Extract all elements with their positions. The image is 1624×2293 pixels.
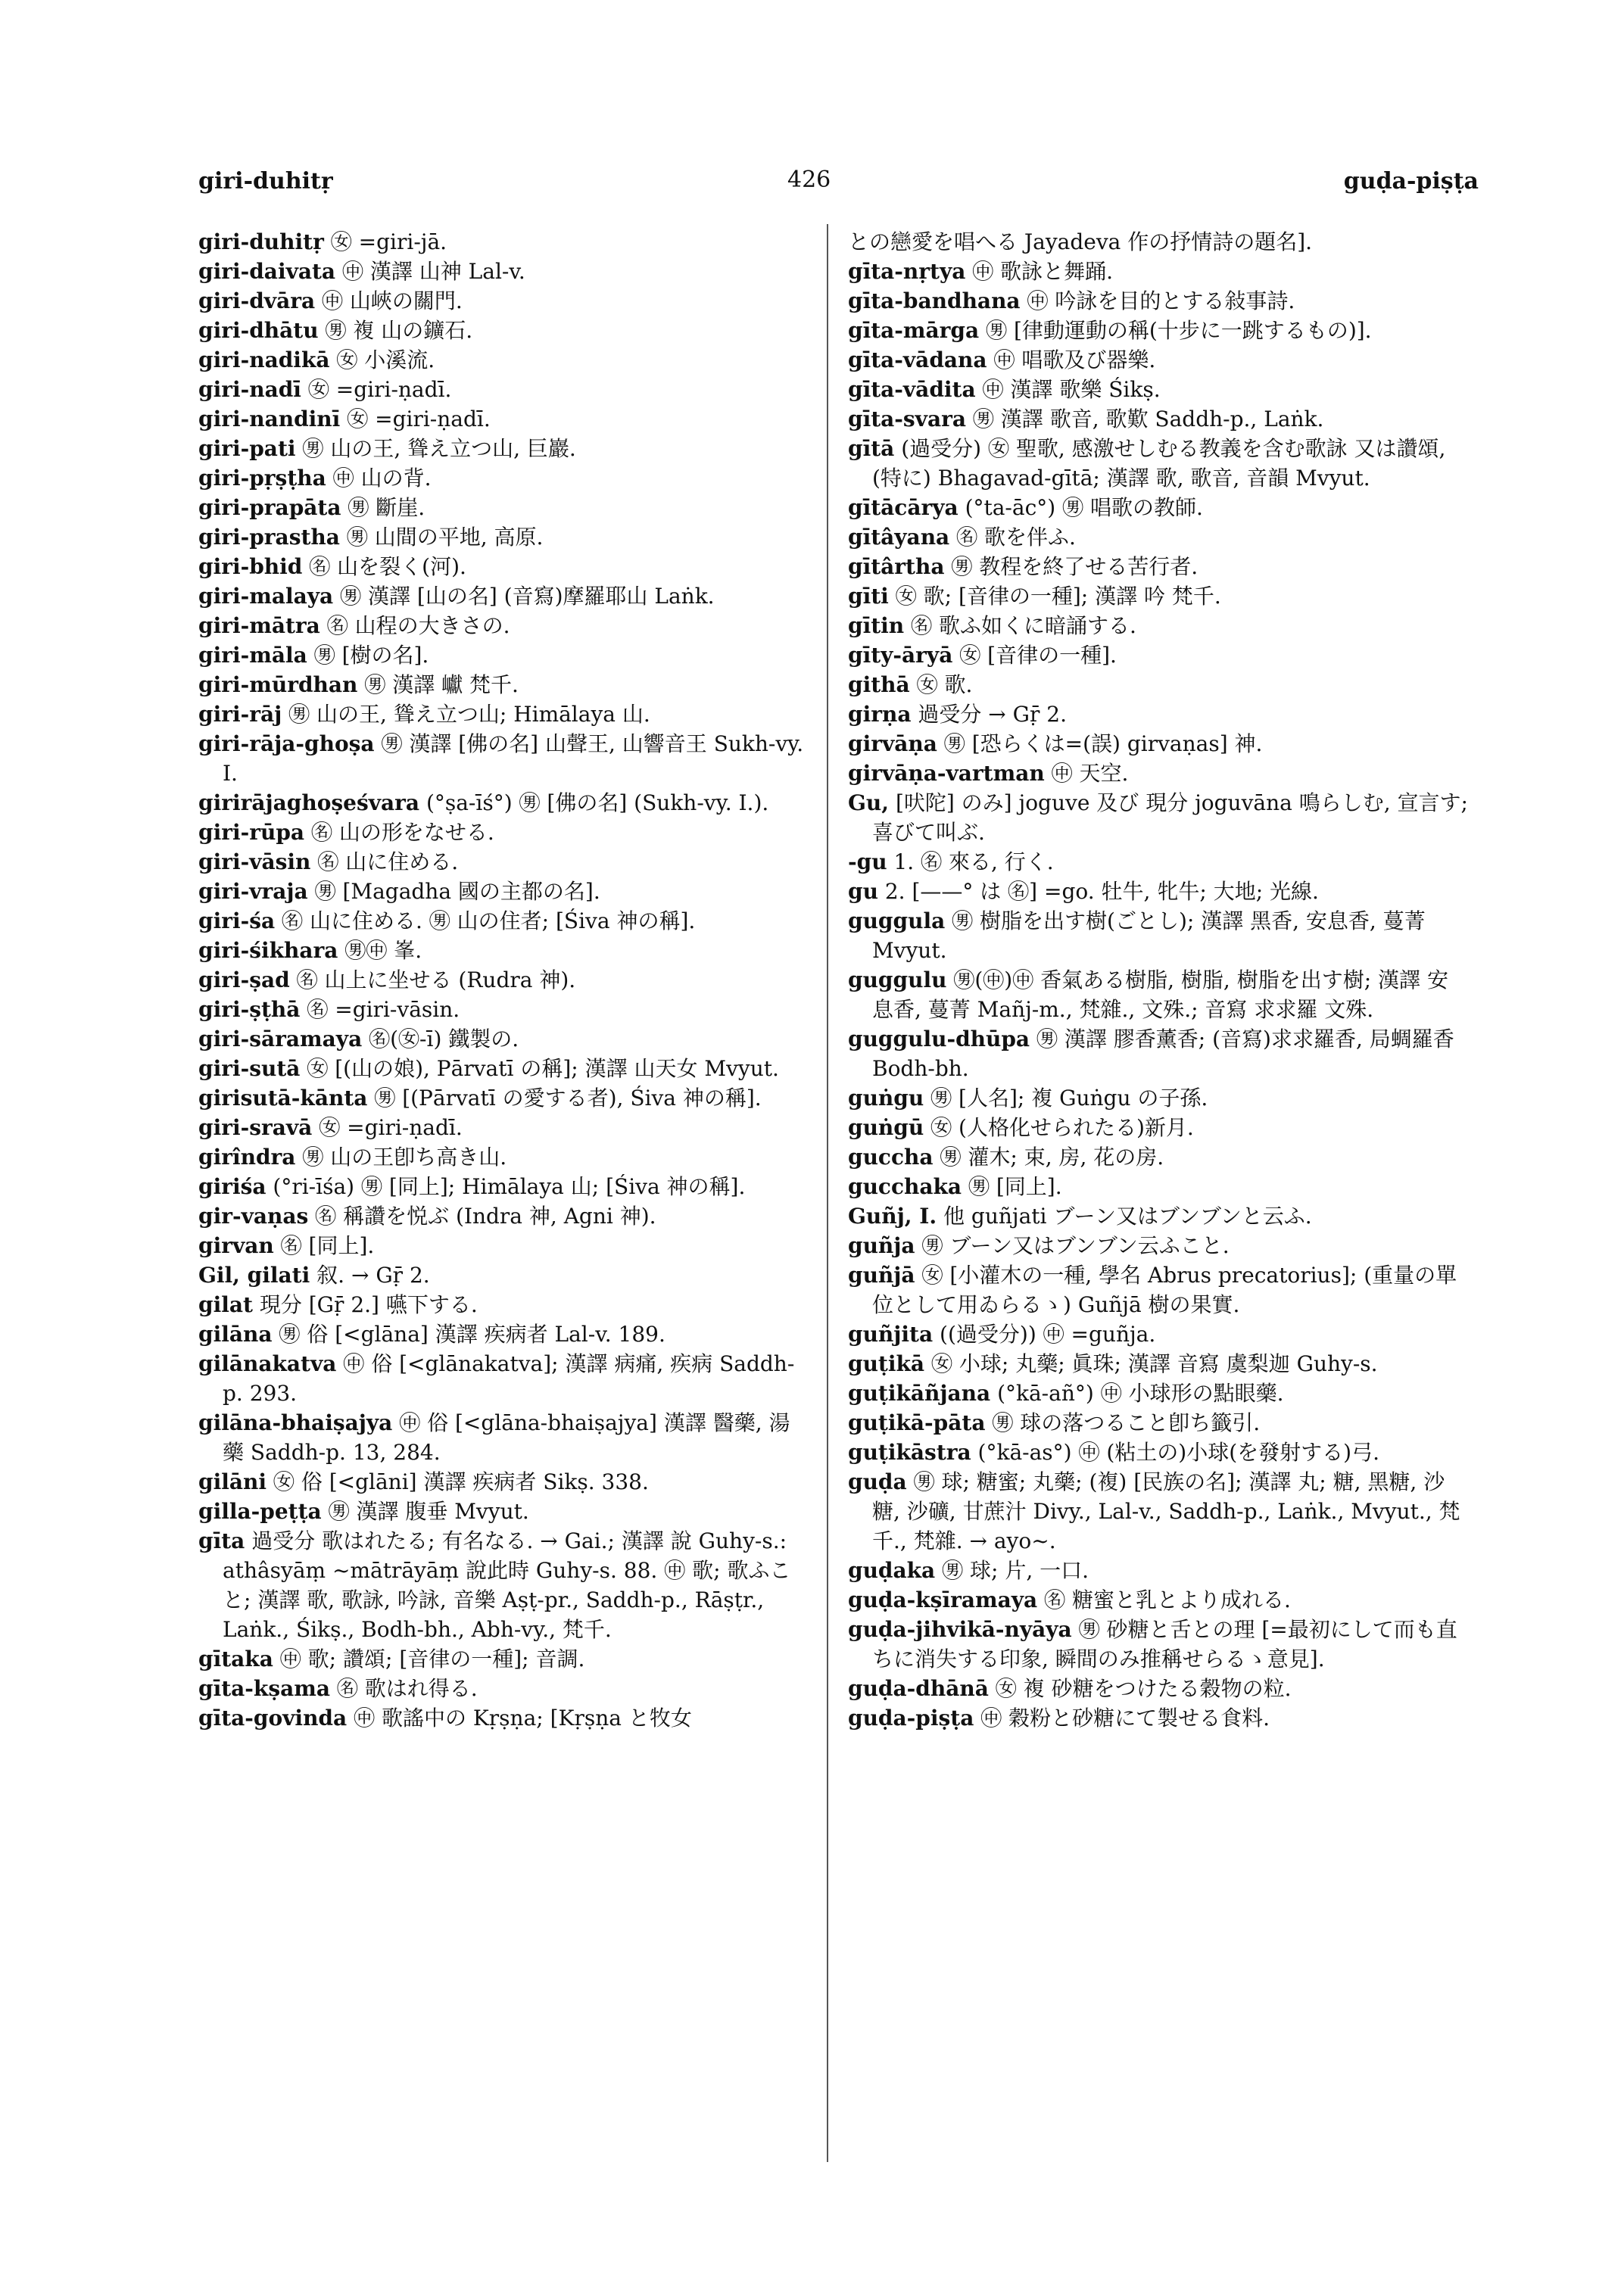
dictionary-entry (198, 1349, 804, 1408)
entry-headword: gilānakatva (198, 1351, 337, 1376)
dictionary-entry (848, 906, 1469, 965)
entry-definition: ㊚ 漢譯 膠香薰香; (音寫)求求羅香, 局蜩羅香 Bodh-bh. (872, 1027, 1454, 1081)
entry-headword: guḍa-piṣṭa (848, 1706, 974, 1731)
dictionary-entry (848, 699, 1469, 729)
entry-headword: giri-sutā (198, 1056, 301, 1081)
entry-headword: giri-rūpa (198, 820, 305, 845)
dictionary-entry (848, 1408, 1469, 1438)
dictionary-entry (198, 1497, 804, 1526)
entry-definition: 過受分 → Gṝ 2. (918, 702, 1068, 727)
entry-headword: gilāna (198, 1322, 273, 1347)
entry-definition: ㊛ 歌; [音律の一種]; 漢譯 吟 梵千. (895, 584, 1221, 609)
dictionary-entry (198, 1290, 804, 1319)
entry-definition: ㊥ 俗 [<glāna-bhaiṣajya] 漢譯 醫藥, 湯藥 Saddh-p. 13, 284. (223, 1410, 790, 1465)
entry-definition: ㊔ 歌を伴ふ. (956, 525, 1076, 550)
entry-headword: giri-prapāta (198, 495, 341, 520)
dictionary-entry (198, 1408, 804, 1467)
entry-headword: giri-bhid (198, 554, 303, 579)
dictionary-entry (198, 463, 804, 493)
entry-headword: giri-vraja (198, 879, 308, 904)
entry-headword: guṭikā-pāta (848, 1410, 986, 1435)
entry-definition: との戀愛を唱へる Jayadeva 作の抒情詩の題名]. (848, 229, 1313, 254)
entry-headword: guḍa-kṣīramaya (848, 1587, 1038, 1612)
entry-definition: ㊥ 歌詠と舞踊. (972, 259, 1114, 284)
entry-definition: ㊔ 歌はれ得る. (336, 1676, 478, 1701)
dictionary-entry (198, 316, 804, 345)
entry-definition: ㊚ 球; 糖蜜; 丸藥; (複) [民族の名]; 漢譯 丸; 糖, 黑糖, 沙糖, 沙礦, 甘蔗汁 Divy., Lal-v., Saddh-p., Laṅk., Mvyut., 梵千., 梵雜. → ayo~. (872, 1469, 1460, 1553)
dictionary-entry (198, 1083, 804, 1113)
entry-definition: ㊚ 山の王卽ち高き山. (302, 1145, 507, 1170)
entry-definition: ㊔ 山に住める. ㊚ 山の住者; [Śiva 神の稱]. (282, 908, 696, 933)
dictionary-entry (848, 257, 1469, 286)
entry-headword: gītācārya (848, 495, 959, 520)
entry-headword: giri-pṛṣṭha (198, 466, 326, 491)
entry-headword: giri-māla (198, 643, 307, 668)
entry-definition: (°ri-īśa) ㊚ [同上]; Himālaya 山; [Śiva 神の稱]. (273, 1174, 746, 1199)
entry-definition: ㊔ 山を裂く(河). (309, 554, 466, 579)
entry-definition: ㊚㊥ 峯. (344, 938, 422, 963)
entry-headword: gītârtha (848, 554, 945, 579)
entry-headword: guḍa-jihvikā-nyāya (848, 1617, 1072, 1642)
dictionary-entry (848, 1349, 1469, 1379)
dictionary-entry (198, 788, 804, 818)
dictionary-entry (198, 1201, 804, 1231)
entry-definition: ㊚ 球; 片, 一口. (942, 1558, 1089, 1583)
dictionary-entry (848, 286, 1469, 316)
entry-headword: gīta-kṣama (198, 1676, 330, 1701)
entry-definition: ㊛ =giri-jā. (330, 229, 447, 254)
dictionary-entry (848, 1467, 1469, 1556)
entry-headword: gītin (848, 613, 905, 638)
dictionary-entry (198, 611, 804, 640)
entry-headword: gilāni (198, 1469, 267, 1494)
entry-definition: 現分 [Gṝ 2.] 嚥下する. (259, 1292, 478, 1317)
entry-definition: ㊔ 山の形をなせる. (310, 820, 494, 845)
entry-headword: gīta-svara (848, 407, 966, 431)
entry-definition: ㊛ [小灌木の一種, 學名 Abrus precatorius]; (重量の單位として用ゐらるゝ) Guñjā 樹の果實. (872, 1263, 1457, 1317)
entry-headword: -gu (848, 849, 887, 874)
entry-definition: ㊚ [律動運動の稱(十步に一跳するもの)]. (986, 318, 1372, 343)
dictionary-entry (848, 847, 1469, 877)
entry-definition: 過受分 歌はれたる; 有名なる. → Gai.; 漢譯 說 Guhy-s.: athâsyāṃ ~mātrāyāṃ 說此時 Guhy-s. 88. ㊥ 歌; 歌ふこと; 漢譯 歌, 歌詠, 吟詠, 音樂 Aṣṭ-pr., Saddh-p., Rāṣṭr., Laṅk., Śikṣ., Bodh-bh., Abh-vy., 梵千. (223, 1528, 791, 1642)
entry-definition: 1. ㊔ 來る, 行く. (893, 849, 1054, 874)
dictionary-entry (848, 1319, 1469, 1349)
entry-definition: ㊥ 歌; 讚頌; [音律の一種]; 音調. (279, 1647, 585, 1671)
entry-headword: giri-nadī (198, 377, 301, 402)
entry-definition: ㊚ 山の王, 聳え立つ山, 巨巖. (302, 436, 576, 461)
entry-headword: giri-pati (198, 436, 296, 461)
dictionary-entry (198, 877, 804, 906)
dictionary-entry (198, 1054, 804, 1083)
entry-headword: guccha (848, 1145, 934, 1170)
dictionary-entry (198, 522, 804, 552)
entry-headword: giri-daivata (198, 259, 336, 284)
dictionary-entry (848, 1438, 1469, 1467)
dictionary-entry (198, 995, 804, 1024)
entry-headword: guṅgu (848, 1086, 924, 1111)
dictionary-entry (848, 670, 1469, 699)
entry-headword: githā (848, 672, 910, 697)
dictionary-entry (198, 1674, 804, 1703)
dictionary-entry (848, 345, 1469, 375)
entry-headword: giri-ṣṭhā (198, 997, 301, 1022)
entry-headword: giri-mūrdhan (198, 672, 358, 697)
dictionary-entry (198, 375, 804, 404)
entry-definition: ㊛ =giri-ṇadī. (347, 407, 491, 431)
dictionary-entry (848, 375, 1469, 404)
dictionary-entry (198, 640, 804, 670)
entry-headword: girvan (198, 1233, 274, 1258)
dictionary-entry (198, 493, 804, 522)
dictionary-entry (198, 1703, 804, 1733)
page-number: 426 (787, 167, 831, 193)
entry-definition: (°kā-as°) ㊥ (粘土の)小球(を發射する)弓. (977, 1440, 1379, 1465)
dictionary-entry (848, 640, 1469, 670)
entry-headword: gīta-govinda (198, 1706, 348, 1731)
entry-definition: ㊔ =giri-vāsin. (307, 997, 460, 1022)
left-column (198, 227, 804, 1733)
dictionary-entry (198, 729, 804, 788)
entry-definition: ㊛ 複 砂糖をつけたる穀物の粒. (995, 1676, 1292, 1701)
dictionary-entry (848, 1615, 1469, 1674)
entry-definition: ㊛ 小球; 丸藥; 眞珠; 漢譯 音寫 虞梨迦 Guhy-s. (930, 1351, 1378, 1376)
dictionary-entry (198, 1142, 804, 1172)
entry-headword: gir-vaṇas (198, 1204, 309, 1229)
entry-definition: ㊚ 複 山の鑛石. (325, 318, 473, 343)
entry-definition: [吠陀] のみ] joguve 及び 現分 joguvāna 鳴らしむ, 宣言す; 喜びて叫ぶ. (872, 790, 1468, 845)
dictionary-entry (198, 1113, 804, 1142)
entry-headword: giri-śa (198, 908, 276, 933)
entry-headword: guggula (848, 908, 946, 933)
entry-headword: giri-vāsin (198, 849, 311, 874)
entry-headword: giri-rāj (198, 702, 282, 727)
entry-definition: ㊚(㊥)㊥ 香氣ある樹脂, 樹脂, 樹脂を出す樹; 漢譯 安息香, 蔓菁 Mañj-m., 梵雜., 文殊.; 音寫 求求羅 文殊. (872, 967, 1448, 1022)
entry-headword: Gil, gilati (198, 1263, 310, 1288)
entry-definition: ㊔ [同上]. (280, 1233, 375, 1258)
entry-headword: gilla-peṭṭa (198, 1499, 322, 1524)
entry-definition: ㊚ 斷崖. (348, 495, 425, 520)
dictionary-entry (848, 1142, 1469, 1172)
dictionary-entry (198, 552, 804, 581)
entry-definition: ㊛ =giri-ṇadī. (307, 377, 452, 402)
entry-definition: ㊔ 山程の大きさの. (326, 613, 510, 638)
entry-headword: gīta-vādita (848, 377, 976, 402)
dictionary-entry (848, 1703, 1469, 1733)
entry-headword: gīta-mārga (848, 318, 980, 343)
entry-definition: ((過受分)) ㊥ =guñja. (940, 1322, 1156, 1347)
entry-headword: giri-prastha (198, 525, 340, 550)
entry-definition: ㊥ 俗 [<glānakatva]; 漢譯 病痛, 疾病 Saddh-p. 293. (223, 1351, 795, 1406)
entry-headword: gīta (198, 1528, 245, 1553)
entry-headword: girvāṇa (848, 731, 937, 756)
entry-definition: ㊚ 漢譯 巘 梵千. (364, 672, 519, 697)
entry-definition: ㊥ 山峽の關門. (322, 288, 463, 313)
entry-definition: ㊔ 山に住める. (317, 849, 459, 874)
entry-definition: ㊚ ブーン又はブンブン云ふこと. (921, 1233, 1230, 1258)
entry-definition: ㊛ =giri-ṇadī. (319, 1115, 463, 1140)
dictionary-entry (848, 1083, 1469, 1113)
entry-definition: (過受分) ㊛ 聖歌, 感激せしむる教義を含む歌詠 又は讚頌, (特に) Bhagavad-gītā; 漢譯 歌, 歌音, 音韻 Mvyut. (872, 436, 1446, 491)
dictionary-entry (848, 611, 1469, 640)
entry-headword: Guñj, I. (848, 1204, 937, 1229)
entry-definition: ㊚ 球の落つること卽ち籤引. (992, 1410, 1261, 1435)
dictionary-entry (198, 286, 804, 316)
entry-headword: giriśa (198, 1174, 267, 1199)
dictionary-entry (848, 581, 1469, 611)
dictionary-entry (848, 227, 1469, 257)
entry-headword: gītaka (198, 1647, 273, 1671)
dictionary-entry (848, 1201, 1469, 1231)
entry-definition: ㊚ 漢譯 [山の名] (音寫)摩羅耶山 Laṅk. (340, 584, 715, 609)
entry-headword: giri-mātra (198, 613, 320, 638)
entry-definition: ㊚ 灌木; 束, 房, 花の房. (940, 1145, 1164, 1170)
dictionary-entry (198, 1467, 804, 1497)
entry-definition: ㊥ 漢譯 歌樂 Śikṣ. (982, 377, 1161, 402)
dictionary-entry (198, 1319, 804, 1349)
entry-headword: guḍa-dhānā (848, 1676, 989, 1701)
entry-headword: gīti (848, 584, 889, 609)
dictionary-entry (198, 670, 804, 699)
dictionary-entry (198, 818, 804, 847)
entry-definition: ㊥ 歌謠中の Kṛṣṇa; [Kṛṣṇa と牧女 (354, 1706, 692, 1731)
entry-definition: ㊚ [(Pārvatī の愛する者), Śiva 神の稱]. (374, 1086, 762, 1111)
dictionary-entry (848, 1379, 1469, 1408)
entry-definition: ㊥ 山の背. (332, 466, 432, 491)
dictionary-entry (848, 1260, 1469, 1319)
entry-definition: ㊛ 歌. (916, 672, 973, 697)
dictionary-entry (848, 965, 1469, 1024)
entry-headword: girisutā-kānta (198, 1086, 368, 1111)
dictionary-entry (198, 906, 804, 936)
entry-definition: ㊔ 山上に坐せる (Rudra 神). (296, 967, 576, 992)
entry-definition: ㊚ 山間の平地, 高原. (346, 525, 544, 550)
entry-headword: guṅgū (848, 1115, 924, 1140)
dictionary-entry (198, 1260, 804, 1290)
entry-headword: giri-ṣad (198, 967, 290, 992)
dictionary-entry (848, 522, 1469, 552)
dictionary-entry (848, 877, 1469, 906)
entry-headword: guggulu (848, 967, 947, 992)
entry-headword: girṇa (848, 702, 912, 727)
entry-headword: gīta-nṛtya (848, 259, 966, 284)
entry-definition: ㊚ [恐らくは=(誤) girvaṇas] 神. (943, 731, 1263, 756)
dictionary-entry (198, 227, 804, 257)
entry-headword: gītā (848, 436, 895, 461)
entry-headword: Gu, (848, 790, 890, 815)
entry-definition: ㊚ 俗 [<glāna] 漢譯 疾病者 Lal-v. 189. (279, 1322, 665, 1347)
entry-definition: ㊚ 樹脂を出す樹(ごとし); 漢譯 黑香, 安息香, 蔓菁 Mvyut. (872, 908, 1426, 963)
entry-definition: (°ṣa-īś°) ㊚ [佛の名] (Sukh-vy. I.). (425, 790, 769, 815)
entry-headword: gītâyana (848, 525, 950, 550)
entry-headword: guñja (848, 1233, 915, 1258)
entry-headword: guḍaka (848, 1558, 936, 1583)
entry-definition: ㊛ [(山の娘), Pārvatī の稱]; 漢譯 山天女 Mvyut. (307, 1056, 779, 1081)
entry-definition: ㊔ 歌ふ如くに暗誦する. (911, 613, 1136, 638)
dictionary-entry (198, 965, 804, 995)
entry-headword: gīty-āryā (848, 643, 953, 668)
dictionary-entry (848, 552, 1469, 581)
entry-headword: giri-sravā (198, 1115, 313, 1140)
dictionary-entry (848, 1674, 1469, 1703)
entry-headword: guñjita (848, 1322, 934, 1347)
entry-definition: ㊚ 漢譯 [佛の名] 山聲王, 山響音王 Sukh-vy. I. (223, 731, 804, 786)
entry-headword: guñjā (848, 1263, 915, 1288)
dictionary-entry (198, 1024, 804, 1054)
dictionary-entry (198, 1526, 804, 1644)
entry-headword: giri-dhātu (198, 318, 319, 343)
entry-definition: ㊛ 俗 [<glāni] 漢譯 疾病者 Sikṣ. 338. (273, 1469, 649, 1494)
dictionary-entry (198, 257, 804, 286)
entry-definition: ㊛ 小溪流. (336, 347, 435, 372)
entry-headword: giri-rāja-ghoṣa (198, 731, 375, 756)
dictionary-entry (198, 345, 804, 375)
entry-definition: ㊔ 稱讚を悦ぶ (Indra 神, Agni 神). (315, 1204, 656, 1229)
dictionary-entry (848, 788, 1469, 847)
entry-headword: giri-duhitṛ (198, 229, 324, 254)
entry-headword: giri-malaya (198, 584, 334, 609)
entry-definition: ㊛ [音律の一種]. (959, 643, 1117, 668)
entry-definition: ㊥ 吟詠を目的とする敍事詩. (1027, 288, 1295, 313)
running-head-right: guḍa-piṣṭa (1343, 168, 1479, 195)
entry-definition: (°kā-añ°) ㊥ 小球形の點眼藥. (997, 1381, 1284, 1406)
dictionary-entry (198, 1172, 804, 1201)
dictionary-entry (198, 581, 804, 611)
dictionary-entry (848, 1113, 1469, 1142)
dictionary-entry (848, 1024, 1469, 1083)
entry-headword: gu (848, 879, 878, 904)
entry-headword: guḍa (848, 1469, 907, 1494)
dictionary-entry (848, 434, 1469, 493)
dictionary-entry (198, 434, 804, 463)
entry-headword: gīta-vādana (848, 347, 987, 372)
dictionary-entry (198, 1231, 804, 1260)
dictionary-entry (848, 1585, 1469, 1615)
entry-definition: ㊚ [樹の名]. (313, 643, 429, 668)
right-column (848, 227, 1469, 1733)
entry-definition: ㊚ [Magadha 國の主都の名]. (314, 879, 600, 904)
entry-definition: ㊚ 教程を終了せる苦行者. (951, 554, 1199, 579)
dictionary-entry (198, 936, 804, 965)
dictionary-entry (198, 847, 804, 877)
entry-definition: ㊛ (人格化せられたる)新月. (930, 1115, 1194, 1140)
entry-headword: gīta-bandhana (848, 288, 1021, 313)
entry-definition: ㊥ 漢譯 山神 Lal-v. (341, 259, 525, 284)
entry-headword: guggulu-dhūpa (848, 1027, 1030, 1051)
dictionary-entry (848, 1556, 1469, 1585)
entry-definition: ㊥ 唱歌及び器樂. (993, 347, 1156, 372)
entry-headword: girirājaghoṣeśvara (198, 790, 420, 815)
dictionary-entry (848, 404, 1469, 434)
entry-definition: ㊚ 漢譯 歌音, 歌歎 Saddh-p., Laṅk. (972, 407, 1324, 431)
dictionary-entry (848, 493, 1469, 522)
entry-definition: 2. [——° は ㊔] =go. 牡牛, 牝牛; 大地; 光線. (884, 879, 1319, 904)
dictionary-entry (848, 1231, 1469, 1260)
entry-headword: girvāṇa-vartman (848, 761, 1045, 786)
entry-definition: 他 guñjati ブーン又はブンブンと云ふ. (943, 1204, 1312, 1229)
entry-headword: guṭikā (848, 1351, 925, 1376)
dictionary-entry (848, 1172, 1469, 1201)
entry-headword: giri-sāramaya (198, 1027, 363, 1051)
entry-definition: (°ta-āc°) ㊚ 唱歌の教師. (965, 495, 1203, 520)
entry-headword: gilat (198, 1292, 253, 1317)
entry-headword: gilāna-bhaiṣajya (198, 1410, 393, 1435)
dictionary-entry (848, 729, 1469, 759)
running-head-left: giri-duhitṛ (198, 168, 333, 195)
entry-definition: ㊚ [同上]. (968, 1174, 1062, 1199)
entry-definition: ㊔ 糖蜜と乳とより成れる. (1044, 1587, 1291, 1612)
entry-headword: giri-śikhara (198, 938, 338, 963)
entry-definition: 叙. → Gṝ 2. (316, 1263, 430, 1288)
dictionary-entry (848, 316, 1469, 345)
entry-headword: guṭikāñjana (848, 1381, 991, 1406)
entry-definition: ㊚ [人名]; 複 Guṅgu の子孫. (930, 1086, 1208, 1111)
entry-definition: ㊚ 砂糖と舌との理 [=最初にして而も直ちに消失する印象, 瞬間のみ推稱せらるゝ意見]. (872, 1617, 1457, 1671)
entry-headword: giri-nandinī (198, 407, 341, 431)
entry-headword: giri-nadikā (198, 347, 330, 372)
entry-headword: guṭikāstra (848, 1440, 971, 1465)
entry-definition: ㊥ 穀粉と砂糖にて製せる食料. (980, 1706, 1270, 1731)
entry-definition: ㊚ 山の王, 聳え立つ山; Himālaya 山. (288, 702, 650, 727)
entry-definition: ㊥ 天空. (1051, 761, 1129, 786)
dictionary-entry (198, 699, 804, 729)
entry-headword: gucchaka (848, 1174, 962, 1199)
dictionary-entry (198, 1644, 804, 1674)
column-divider (827, 224, 828, 2162)
entry-headword: girîndra (198, 1145, 296, 1170)
dictionary-entry (198, 404, 804, 434)
entry-headword: giri-dvāra (198, 288, 316, 313)
entry-definition: ㊔(㊛-ī) 鐵製の. (369, 1027, 519, 1051)
dictionary-entry (848, 759, 1469, 788)
entry-definition: ㊚ 漢譯 腹垂 Mvyut. (328, 1499, 529, 1524)
